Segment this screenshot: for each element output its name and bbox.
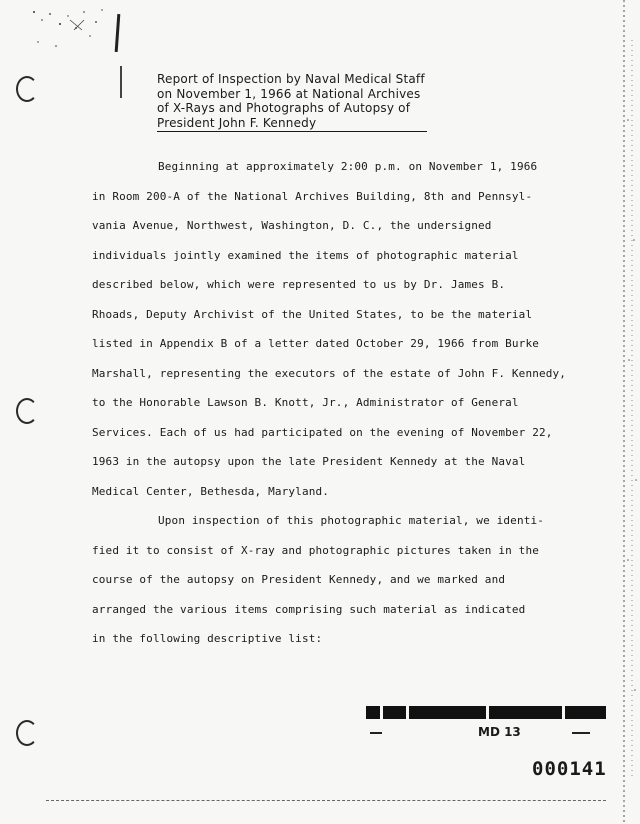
bottom-scan-line: [46, 800, 606, 803]
stamp-dash-right: [572, 732, 590, 734]
paragraph-1-line: to the Honorable Lawson B. Knott, Jr., Administrator of General: [92, 396, 519, 409]
paragraph-1-line: Medical Center, Bethesda, Maryland.: [92, 484, 330, 498]
paragraph-1-line: Beginning at approximately 2:00 p.m. on November 1, 1966: [158, 160, 538, 173]
title-line-1: Report of Inspection by Naval Medical Staff: [157, 72, 425, 86]
paragraph-2-line: Upon inspection of this photographic material, we identi-: [158, 514, 545, 527]
paragraph-1-line: Marshall, representing the executors of the estate of John F. Kennedy,: [92, 366, 567, 380]
scan-edge-noise: [614, 0, 640, 824]
title-line-4: President John F. Kennedy: [157, 116, 427, 133]
binder-hole-bottom: [16, 720, 38, 746]
report-body: [92, 152, 567, 654]
paragraph-2-line: course of the autopsy on President Kennedy, and we marked and: [92, 573, 506, 586]
paragraph-1-line: in Room 200-A of the National Archives Building, 8th and Pennsyl-: [92, 189, 533, 203]
document-number: 000141: [532, 758, 607, 780]
paragraph-1-line: Rhoads, Deputy Archivist of the United States, to be the material: [92, 307, 533, 321]
paragraph-1-line: individuals jointly examined the items of photographic material: [92, 248, 519, 262]
paragraph-1-line: listed in Appendix B of a letter dated October 29, 1966 from Burke: [92, 337, 539, 350]
binder-hole-middle: [16, 398, 38, 424]
title-line-3: of X-Rays and Photographs of Autopsy of: [157, 101, 411, 115]
report-title-block: [157, 72, 437, 132]
margin-pen-mark-2: [120, 66, 122, 98]
paragraph-1-line: Services. Each of us had participated on the evening of November 22,: [92, 425, 553, 439]
stamp-dash-left: [370, 732, 382, 734]
black-stamp-bar: [366, 706, 606, 719]
title-line-2: on November 1, 1966 at National Archives: [157, 86, 421, 101]
paragraph-2-line: fied it to consist of X-ray and photographic pictures taken in the: [92, 543, 539, 557]
paragraph-2-line: in the following descriptive list:: [92, 632, 323, 645]
binder-hole-top: [16, 76, 38, 102]
paragraph-1-line: described below, which were represented to us by Dr. James B.: [92, 278, 506, 291]
md-exhibit-label: MD 13: [478, 725, 521, 739]
paragraph-2-line: arranged the various items comprising such material as indicated: [92, 602, 526, 616]
paragraph-1-line: vania Avenue, Northwest, Washington, D. C., the undersigned: [92, 219, 492, 232]
paragraph-1-line: 1963 in the autopsy upon the late President Kennedy at the Naval: [92, 455, 526, 468]
